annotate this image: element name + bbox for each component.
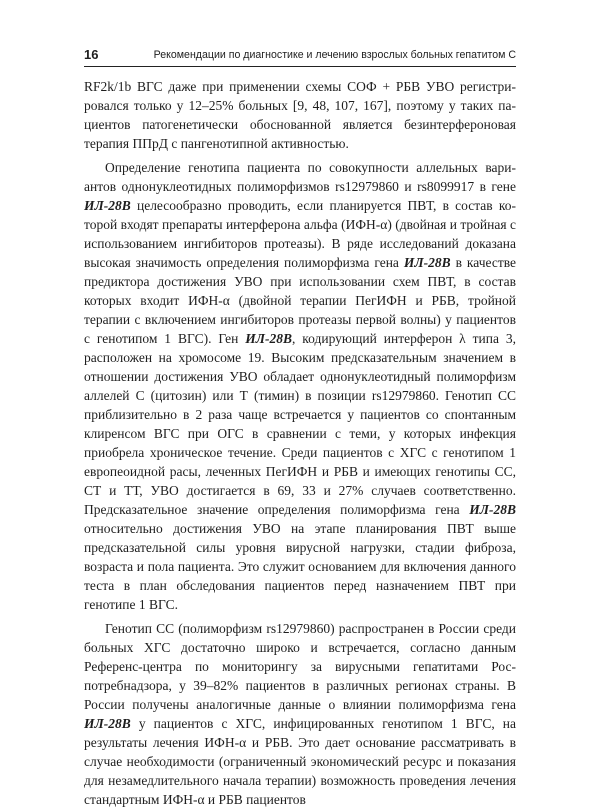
gene-name: ИЛ-28B [403,255,451,270]
body-text [84,77,516,809]
running-head [84,46,516,67]
gene-name: ИЛ-28B [84,198,131,213]
text-run: Определение генотипа пациента по совокупности аллельных вариантов однонуклеотидных полиморфизмов rs12979860 и rs8099917 в гене [84,160,516,194]
gene-name: ИЛ-28B [469,502,516,517]
text-run: RF2k/1b ВГС даже при применении схемы СОФ + РБВ УВО регистрировался только у 12–25% больных [9, 48, 107, 167], поэтому у таких пациентов патогенетически обоснованной является безинтерфероновая терапия ППрД с пангенотипной активностью. [84,79,516,151]
paragraph-1 [84,77,516,153]
text-run: , кодирующий интерферон λ типа 3, расположен на хромосоме 19. Высоким предсказательным значением в отношении достижения УВО обладает однонуклеотидный полиморфизм аллелей С (цитозин) или Т (тимин) в позиции rs12979860. Генотип СС приблизительно в 2 раза чаще встречается у пациентов со спонтанным клиренсом ВГС при ОГС в сравнении с теми, у которых инфекция приобрела хроническое течение. Среди пациентов с ХГС с генотипом 1 европеоидной расы, леченных ПегИФН и РБВ и имеющих генотипы СС, СТ и ТТ, УВО достигается в 69, 33 и 27% случаев соответственно. Предсказательное значение определения полиморфизма гена [84,331,516,517]
gene-name: ИЛ-28B [245,331,292,346]
text-run: целесообразно проводить, если планируется ПВТ, в состав которой входят препараты интерферона альфа (ИФН-α) (двойная и тройная с использованием ингибиторов протеазы). В ряде исследований доказана высокая значимость определения полиморфизма гена [84,198,516,270]
page-number: 16 [84,47,99,62]
gene-name: ИЛ-28B [84,716,131,731]
text-run: Генотип СС (полиморфизм rs12979860) распространен в России среди больных ХГС достаточно широко и встречается, согласно данным Референс-центра по мониторингу за вирусными гепатитами Роспотребнадзора, у 39–82% пациентов в различных регионах страны. В России получены аналогичные данные о влиянии полиморфизма гена [84,621,516,712]
running-head-title: Рекомендации по диагностике и лечению взрослых больных гепатитом С [153,49,516,61]
text-run: относительно достижения УВО на этапе планирования ПВТ выше предсказательной силы уровня вирусной нагрузки, стадии фиброза, возраста и пола пациента. Это служит основанием для включения данного теста в план обследования пациентов перед назначением ПВТ при генотипе 1 ВГС. [84,521,516,612]
text-run: в качестве предиктора достижения УВО при использовании схем ПВТ, в состав которых входит ИФН-α (двойной терапии ПегИФН и РБВ, тройной терапии с включением ингибиторов протеазы первой волны) у пациентов с генотипом 1 ВГС). Ген [84,255,517,346]
paragraph-3 [84,619,516,809]
paragraph-2 [84,158,516,614]
text-run: у пациентов с ХГС, инфицированных генотипом 1 ВГС, на результаты лечения ИФН-α и РБВ. Это дает основание рассматривать в случае необходимости (ограниченный экономический ресурс и показания для незамедлительного начала терапии) возможность проведения лечения стандартным ИФН-α и РБВ пациентов [84,716,516,807]
